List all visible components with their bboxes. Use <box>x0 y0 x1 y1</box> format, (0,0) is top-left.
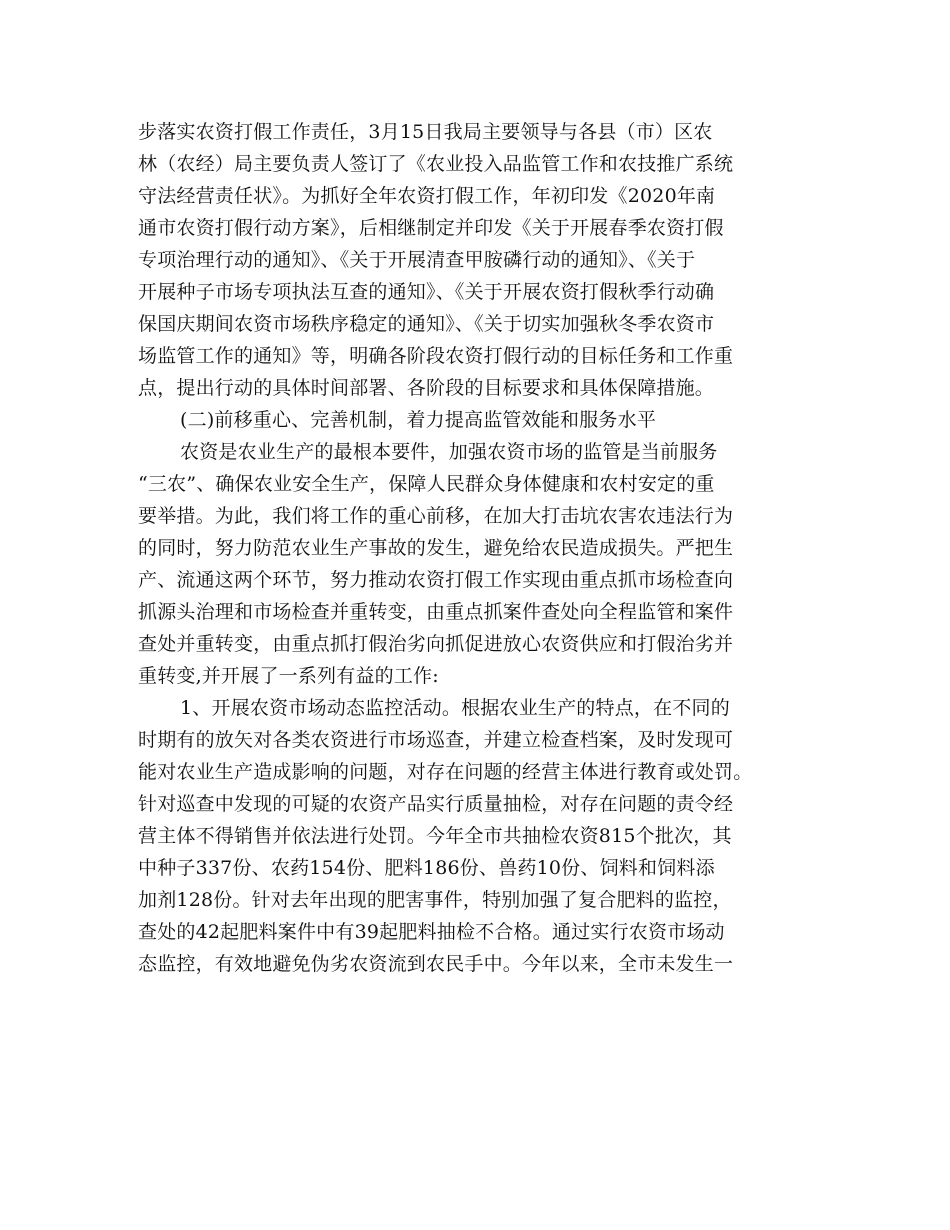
text-line: 场监管工作的通知》等，明确各阶段农资打假行动的目标任务和工作重 <box>138 345 734 367</box>
text-line: 要举措。为此，我们将工作的重心前移，在加大打击坑农害农违法行为 <box>138 505 734 527</box>
text-line: 查处并重转变，由重点抓打假治劣向抓促进放心农资供应和打假治劣并 <box>138 633 734 655</box>
text-line: 开展种子市场专项执法互查的通知》、《关于开展农资打假秋季行动确 <box>138 281 715 303</box>
text-line: 时期有的放矢对各类农资进行市场巡查，并建立检查档案，及时发现可 <box>138 729 734 751</box>
text-line: 重转变,并开展了一系列有益的工作: <box>138 665 439 687</box>
document-body <box>138 116 818 980</box>
text-line: 查处的42起肥料案件中有39起肥料抽检不合格。通过实行农资市场动 <box>138 921 725 943</box>
numbered-item-start-line: 1、开展农资市场动态监控活动。根据农业生产的特点，在不同的 <box>180 697 730 719</box>
text-line: 能对农业生产造成影响的问题，对存在问题的经营主体进行教育或处罚。 <box>138 761 753 783</box>
text-line: 针对巡查中发现的可疑的农资产品实行质量抽检，对存在问题的责令经 <box>138 793 734 815</box>
text-line: 守法经营责任状》。为抓好全年农资打假工作，年初印发《2020年南 <box>138 185 716 207</box>
text-line: 产、流通这两个环节，努力推动农资打假工作实现由重点抓市场检查向 <box>138 569 734 591</box>
text-line: 保国庆期间农资市场秩序稳定的通知》、《关于切实加强秋冬季农资市 <box>138 313 715 335</box>
text-line: 抓源头治理和市场检查并重转变，由重点抓案件查处向全程监管和案件 <box>138 601 734 623</box>
text-line: 点，提出行动的具体时间部署、各阶段的目标要求和具体保障措施。 <box>138 377 715 399</box>
text-line: 步落实农资打假工作责任，3月15日我局主要领导与各县（市）区农 <box>138 121 713 143</box>
text-line: 态监控，有效地避免伪劣农资流到农民手中。今年以来，全市未发生一 <box>138 953 734 975</box>
text-line: 通市农资打假行动方案》，后相继制定并印发《关于开展春季农资打假 <box>138 217 724 239</box>
text-line: 营主体不得销售并依法进行处罚。今年全市共抽检农资815个批次，其 <box>138 825 732 847</box>
text-line: 的同时，努力防范农业生产事故的发生，避免给农民造成损失。严把生 <box>138 537 734 559</box>
section-heading: (二)前移重心、完善机制，着力提高监管效能和服务水平 <box>180 409 657 431</box>
text-line: 加剂128份。针对去年出现的肥害事件，特别加强了复合肥料的监控， <box>138 889 732 911</box>
paragraph-start-line: 农资是农业生产的最根本要件，加强农资市场的监管是当前服务 <box>180 441 718 463</box>
text-line: 中种子337份、农药154份、肥料186份、兽药10份、饲料和饲料添 <box>138 857 715 879</box>
text-line: 林（农经）局主要负责人签订了《农业投入品监管工作和农技推广系统 <box>138 153 734 175</box>
text-line: “三农”、确保农业安全生产，保障人民群众身体健康和农村安定的重 <box>138 473 715 495</box>
text-line: 专项治理行动的通知》、《关于开展清查甲胺磷行动的通知》、《关于 <box>138 249 696 271</box>
